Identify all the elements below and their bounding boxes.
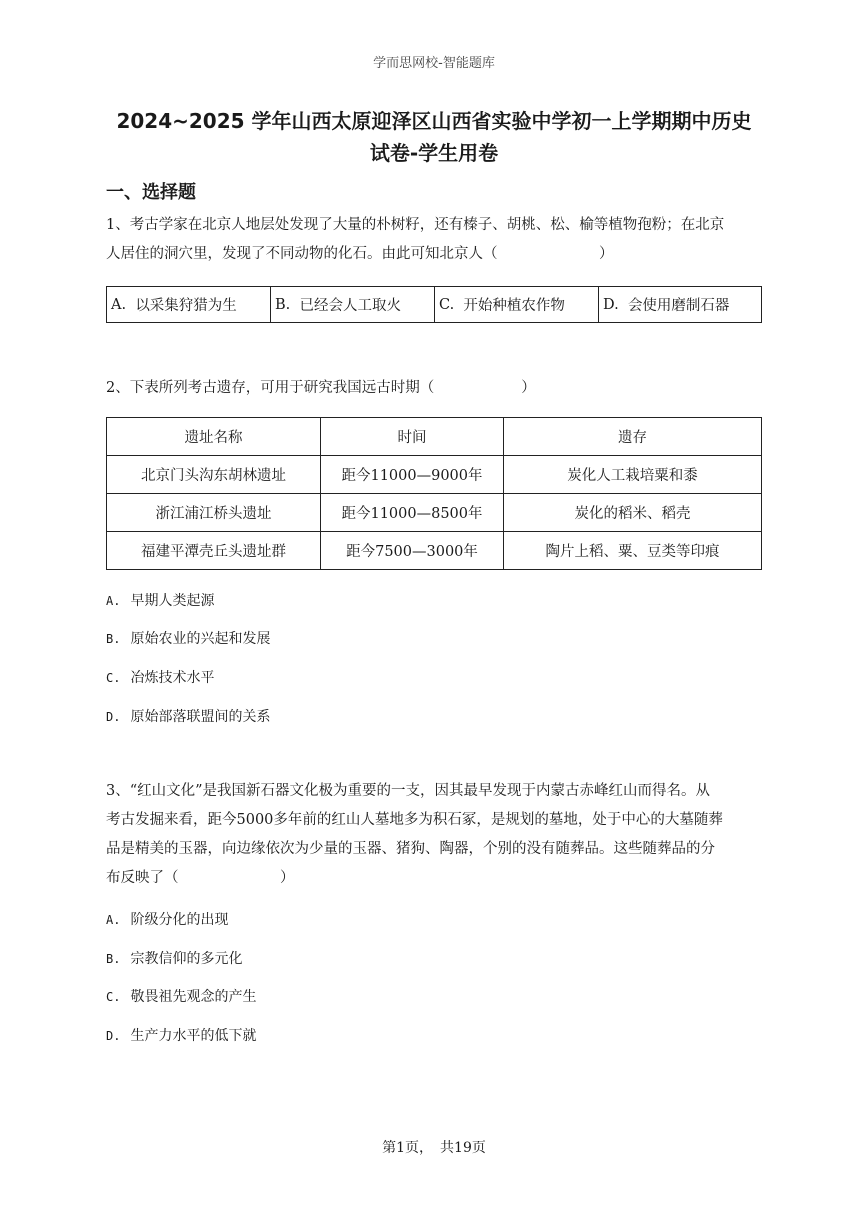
option-text: 开始种植农作物 <box>463 298 565 314</box>
table-header-cell: 时间 <box>321 418 504 456</box>
q2-option-c[interactable] <box>106 667 214 687</box>
option-text: 原始部落联盟间的关系 <box>130 709 271 725</box>
option-letter: B. <box>106 952 121 966</box>
option-letter: C. <box>439 296 455 313</box>
question-1-stem <box>106 211 766 269</box>
table-header-cell: 遗存 <box>504 418 762 456</box>
option-letter: B. <box>275 296 291 313</box>
table-cell: 北京门头沟东胡林遗址 <box>107 456 321 494</box>
exam-title-line2: 试卷-学生用卷 <box>369 141 499 165</box>
option-text: 已经会人工取火 <box>299 298 401 314</box>
table-row <box>107 494 762 532</box>
table-cell: 浙江浦江桥头遗址 <box>107 494 321 532</box>
q2-option-a[interactable] <box>106 590 214 610</box>
option-text: 冶炼技术水平 <box>130 670 215 686</box>
option-letter: D. <box>106 710 121 724</box>
option-letter: D. <box>106 1029 121 1043</box>
q3-option-a[interactable] <box>106 909 228 929</box>
option-letter: B. <box>106 632 121 646</box>
q1-option-c[interactable] <box>435 287 599 322</box>
question-3-stem <box>106 777 766 893</box>
table-cell: 福建平潭壳丘头遗址群 <box>107 532 321 570</box>
option-text: 阶级分化的出现 <box>130 912 229 928</box>
option-text: 生产力水平的低下就 <box>130 1028 257 1044</box>
option-text: 原始农业的兴起和发展 <box>130 631 271 647</box>
option-text: 敬畏祖先观念的产生 <box>130 989 257 1005</box>
option-letter: A. <box>111 296 127 313</box>
q1-option-a[interactable] <box>107 287 271 322</box>
question-3-line3: 品是精美的玉器，向边缘依次为少量的玉器、猪狗、陶器，个别的没有随葬品。这些随葬品的分 <box>106 841 715 857</box>
question-1-options <box>106 286 762 323</box>
question-1-line1: 1、考古学家在北京人地层处发现了大量的朴树籽，还有榛子、胡桃、松、榆等植物孢粉；在北京 <box>106 217 725 233</box>
table-cell: 炭化人工栽培粟和黍 <box>504 456 762 494</box>
section-heading: 一、选择题 <box>106 182 196 203</box>
table-row <box>107 456 762 494</box>
option-text: 早期人类起源 <box>130 593 215 609</box>
option-text: 会使用磨制石器 <box>627 298 730 314</box>
q3-option-d[interactable] <box>106 1025 256 1045</box>
exam-title-line1: 2024~2025 学年山西太原迎泽区山西省实验中学初一上学期期中历史 <box>116 109 752 133</box>
table-header-cell: 遗址名称 <box>107 418 321 456</box>
question-3-line1: 3、“红山文化”是我国新石器文化极为重要的一支，因其最早发现于内蒙古赤峰红山而得名。从 <box>106 783 711 799</box>
question-3-line2: 考古发掘来看，距今5000多年前的红山人墓地多为积石冢，是规划的墓地，处于中心的大墓随葬 <box>106 812 723 828</box>
option-letter: C. <box>106 990 121 1004</box>
q2-option-d[interactable] <box>106 706 270 726</box>
q2-option-b[interactable] <box>106 628 270 648</box>
option-text: 以采集狩猎为生 <box>135 298 237 314</box>
table-cell: 距今7500—3000年 <box>321 532 504 570</box>
table-header-row <box>107 418 762 456</box>
site-header: 学而思网校-智能题库 <box>373 56 495 71</box>
option-letter: D. <box>603 296 619 313</box>
question-2-stem: 2、下表所列考古遗存，可用于研究我国远古时期（ ） <box>106 380 536 396</box>
option-letter: A. <box>106 913 121 927</box>
q1-option-d[interactable] <box>599 287 761 322</box>
table-cell: 炭化的稻米、稻壳 <box>504 494 762 532</box>
option-text: 宗教信仰的多元化 <box>130 951 243 967</box>
question-2-table <box>106 417 762 570</box>
question-3-line4: 布反映了（ ） <box>106 870 295 886</box>
q1-option-b[interactable] <box>271 287 435 322</box>
q3-option-b[interactable] <box>106 948 242 968</box>
question-1-line2: 人居住的洞穴里，发现了不同动物的化石。由此可知北京人（ ） <box>106 246 614 262</box>
q3-option-c[interactable] <box>106 986 256 1006</box>
table-cell: 距今11000—8500年 <box>321 494 504 532</box>
page-number: 第1页， 共19页 <box>382 1140 486 1156</box>
table-cell: 距今11000—9000年 <box>321 456 504 494</box>
table-row <box>107 532 762 570</box>
table-cell: 陶片上稻、粟、豆类等印痕 <box>504 532 762 570</box>
option-letter: A. <box>106 594 121 608</box>
option-letter: C. <box>106 671 121 685</box>
